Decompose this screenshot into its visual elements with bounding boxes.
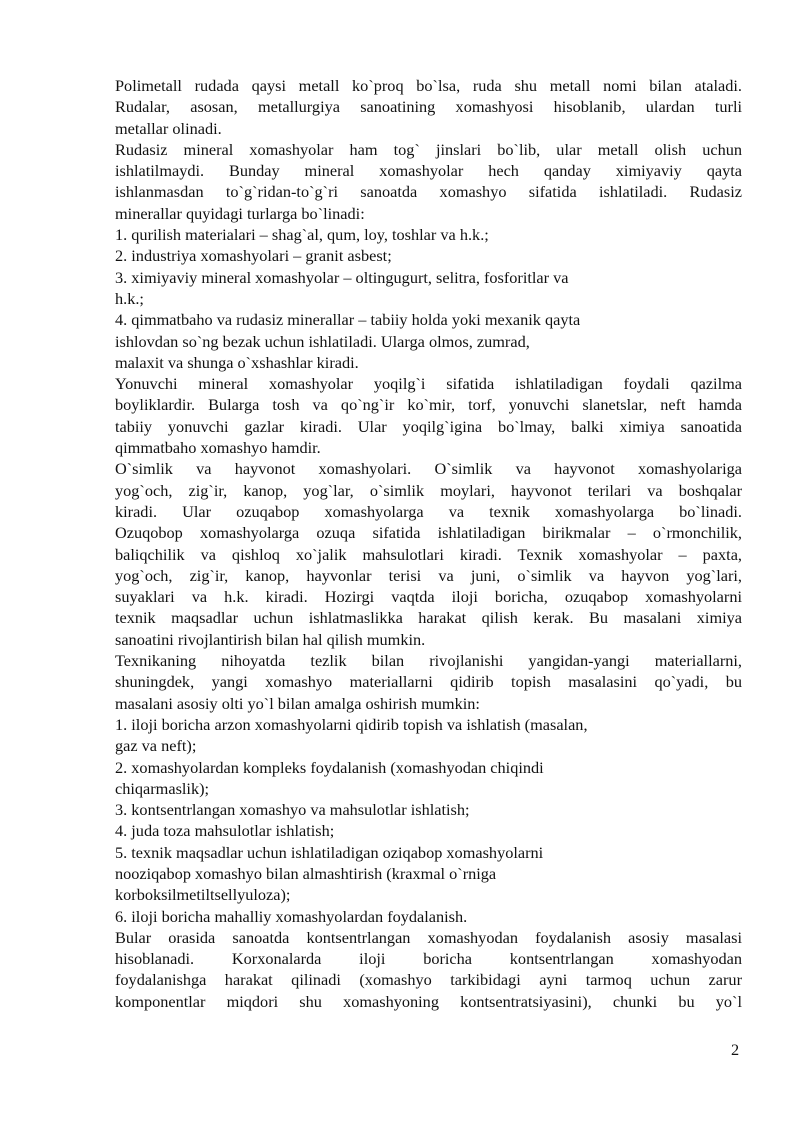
text-line: masalani asosiy olti yo`l bilan amalga oshirish mumkin: [115, 693, 480, 713]
text-line: ishlanmasdan to`g`ridan-to`g`ri sanoatda xomashyo sifatida ishlatiladi. Rudasiz [115, 182, 742, 202]
text-line: 4. qimmatbaho va rudasiz minerallar – tabiiy holda yoki mexanik qayta [115, 310, 581, 330]
text-line: tabiiy yonuvchi gazlar kiradi. Ular yoqilg`igina bo`lmay, balki ximiya sanoatida [115, 416, 742, 436]
text-line: 3. ximiyaviy mineral xomashyolar – oltingugurt, selitra, fosforitlar va [115, 267, 569, 287]
body-text [115, 75, 742, 1012]
text-line: suyaklari va h.k. kiradi. Hozirgi vaqtda iloji boricha, ozuqabop xomashyolarni [115, 587, 742, 607]
text-line: 6. iloji boricha mahalliy xomashyolardan foydalanish. [115, 906, 468, 926]
text-line: komponentlar miqdori shu xomashyoning kontsentratsiyasini), chunki bu yo`l [115, 991, 742, 1011]
text-line: gaz va neft); [115, 736, 197, 756]
text-line: 1. iloji boricha arzon xomashyolarni qidirib topish va ishlatish (masalan, [115, 714, 588, 734]
text-line: baliqchilik va qishloq xo`jalik mahsulotlari kiradi. Texnik xomashyolar – paxta, [115, 544, 742, 564]
text-line: 2. xomashyolardan kompleks foydalanish (xomashyodan chiqindi [115, 757, 544, 777]
text-line: 2. industriya xomashyolari – granit asbest; [115, 246, 392, 266]
text-line: Rudasiz mineral xomashyolar ham tog` jinslari bo`lib, ular metall olish uchun [115, 139, 742, 159]
text-line: korboksilmetiltsellyuloza); [115, 885, 291, 905]
text-line: ishlatilmaydi. Bunday mineral xomashyolar hech qanday ximiyaviy qayta [115, 161, 742, 181]
text-line: 4. juda toza mahsulotlar ishlatish; [115, 821, 335, 841]
text-line: Bular orasida sanoatda kontsentrlangan xomashyodan foydalanish asosiy masalasi [115, 927, 742, 947]
text-line: foydalanishga harakat qilinadi (xomashyo tarkibidagi ayni tarmoq uchun zarur [115, 970, 742, 990]
text-line: qimmatbaho xomashyo hamdir. [115, 438, 321, 458]
text-line: Yonuvchi mineral xomashyolar yoqilg`i sifatida ishlatiladigan foydali qazilma [115, 374, 742, 394]
text-line: O`simlik va hayvonot xomashyolari. O`simlik va hayvonot xomashyolariga [115, 459, 742, 479]
text-line: chiqarmaslik); [115, 778, 210, 798]
text-line: Texnikaning nihoyatda tezlik bilan rivojlanishi yangidan-yangi materiallarni, [115, 651, 742, 671]
text-line: yog`och, zig`ir, kanop, yog`lar, o`simlik moylari, hayvonot terilari va boshqalar [115, 480, 742, 500]
text-line: ishlovdan so`ng bezak uchun ishlatiladi. Ularga olmos, zumrad, [115, 331, 530, 351]
text-line: texnik maqsadlar uchun ishlatmaslikka harakat qilish kerak. Bu masalani ximiya [115, 608, 742, 628]
text-line: yog`och, zig`ir, kanop, hayvonlar terisi va juni, o`simlik va hayvon yog`lari, [115, 565, 742, 585]
text-line: minerallar quyidagi turlarga bo`linadi: [115, 203, 365, 223]
text-line: kiradi. Ular ozuqabop xomashyolarga va texnik xomashyolarga bo`linadi. [115, 501, 742, 521]
text-line: nooziqabop xomashyo bilan almashtirish (kraxmal o`rniga [115, 863, 497, 883]
text-line: 5. texnik maqsadlar uchun ishlatiladigan oziqabop xomashyolarni [115, 842, 544, 862]
text-line: 3. kontsentrlangan xomashyo va mahsulotlar ishlatish; [115, 800, 470, 820]
page-number: 2 [731, 1040, 740, 1059]
text-line: malaxit va shunga o`xshashlar kiradi. [115, 352, 359, 372]
text-line: shuningdek, yangi xomashyo materiallarni qidirib topish masalasini qo`yadi, bu [115, 672, 742, 692]
text-line: 1. qurilish materialari – shag`al, qum, loy, toshlar va h.k.; [115, 225, 489, 245]
text-line: sanoatini rivojlantirish bilan hal qilish mumkin. [115, 629, 426, 649]
text-line: boyliklardir. Bularga tosh va qo`ng`ir ko`mir, torf, yonuvchi slanetslar, neft hamda [115, 395, 742, 415]
text-line: hisoblanadi. Korxonalarda iloji boricha kontsentrlangan xomashyodan [115, 949, 742, 969]
text-line: metallar olinadi. [115, 118, 222, 138]
text-line: Ozuqobop xomashyolarga ozuqa sifatida ishlatiladigan birikmalar – o`rmonchilik, [115, 523, 742, 543]
text-line: Rudalar, asosan, metallurgiya sanoatining xomashyosi hisoblanib, ulardan turli [115, 97, 742, 117]
text-line: Polimetall rudada qaysi metall ko`proq bo`lsa, ruda shu metall nomi bilan ataladi. [115, 76, 742, 95]
text-line: h.k.; [115, 288, 144, 308]
